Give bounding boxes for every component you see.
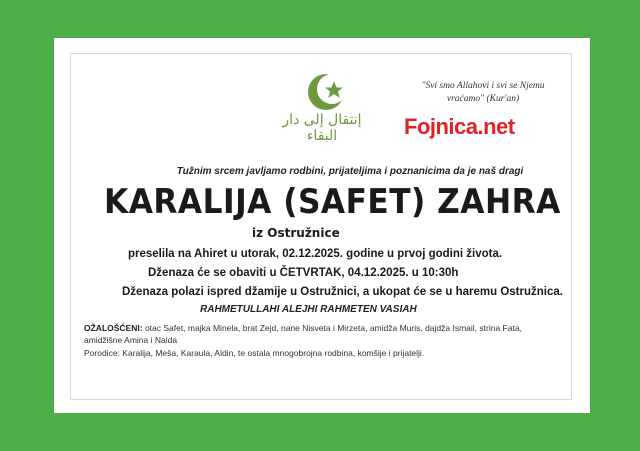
mourners-text: otac Safet, majka Minela, brat Zejd, nane Nisveta i Mirzeta, amidža Muris, dajdža Ismail, strina Fata, amidžišne Amina i Naida [84,323,522,345]
prayer-line: RAHMETULLAHI ALEJHI RAHMETEN VASIAH [200,304,417,315]
deceased-origin: iz Ostružnice [252,226,340,240]
arabic-calligraphy: إنتقال إلى دار البقاء [282,112,362,144]
intro-text-content: Tužnim srcem javljamo rodbini, prijateljima i poznanicima da je naš dragi [176,166,524,177]
families-list: Porodice: Karalija, Meša, Karaula, Aldin, te ostala mnogobrojna rodbina, komšije i prijatelji. [84,348,425,358]
funeral-location: Dženaza polazi ispred džamije u Ostružnici, a ukopat će se u haremu Ostružnica. [122,286,563,298]
intro-text [0,166,640,177]
passing-info: preselila na Ahiret u utorak, 02.12.2025. godine u prvoj godini života. [128,248,503,260]
deceased-name: KARALIJA (SAFET) ZAHRA [104,182,561,222]
mourners-label: OŽALOŠĆENI: [84,323,143,333]
quran-quote: "Svi smo Allahovi i svi se Njemu vraćamo" (Kur'an) [421,81,545,104]
funeral-time: Dženaza će se obaviti u ČETVRTAK, 04.12.2025. u 10:30h [148,267,459,279]
mourners-list [84,322,562,346]
site-logo: Fojnica.net [404,114,515,139]
